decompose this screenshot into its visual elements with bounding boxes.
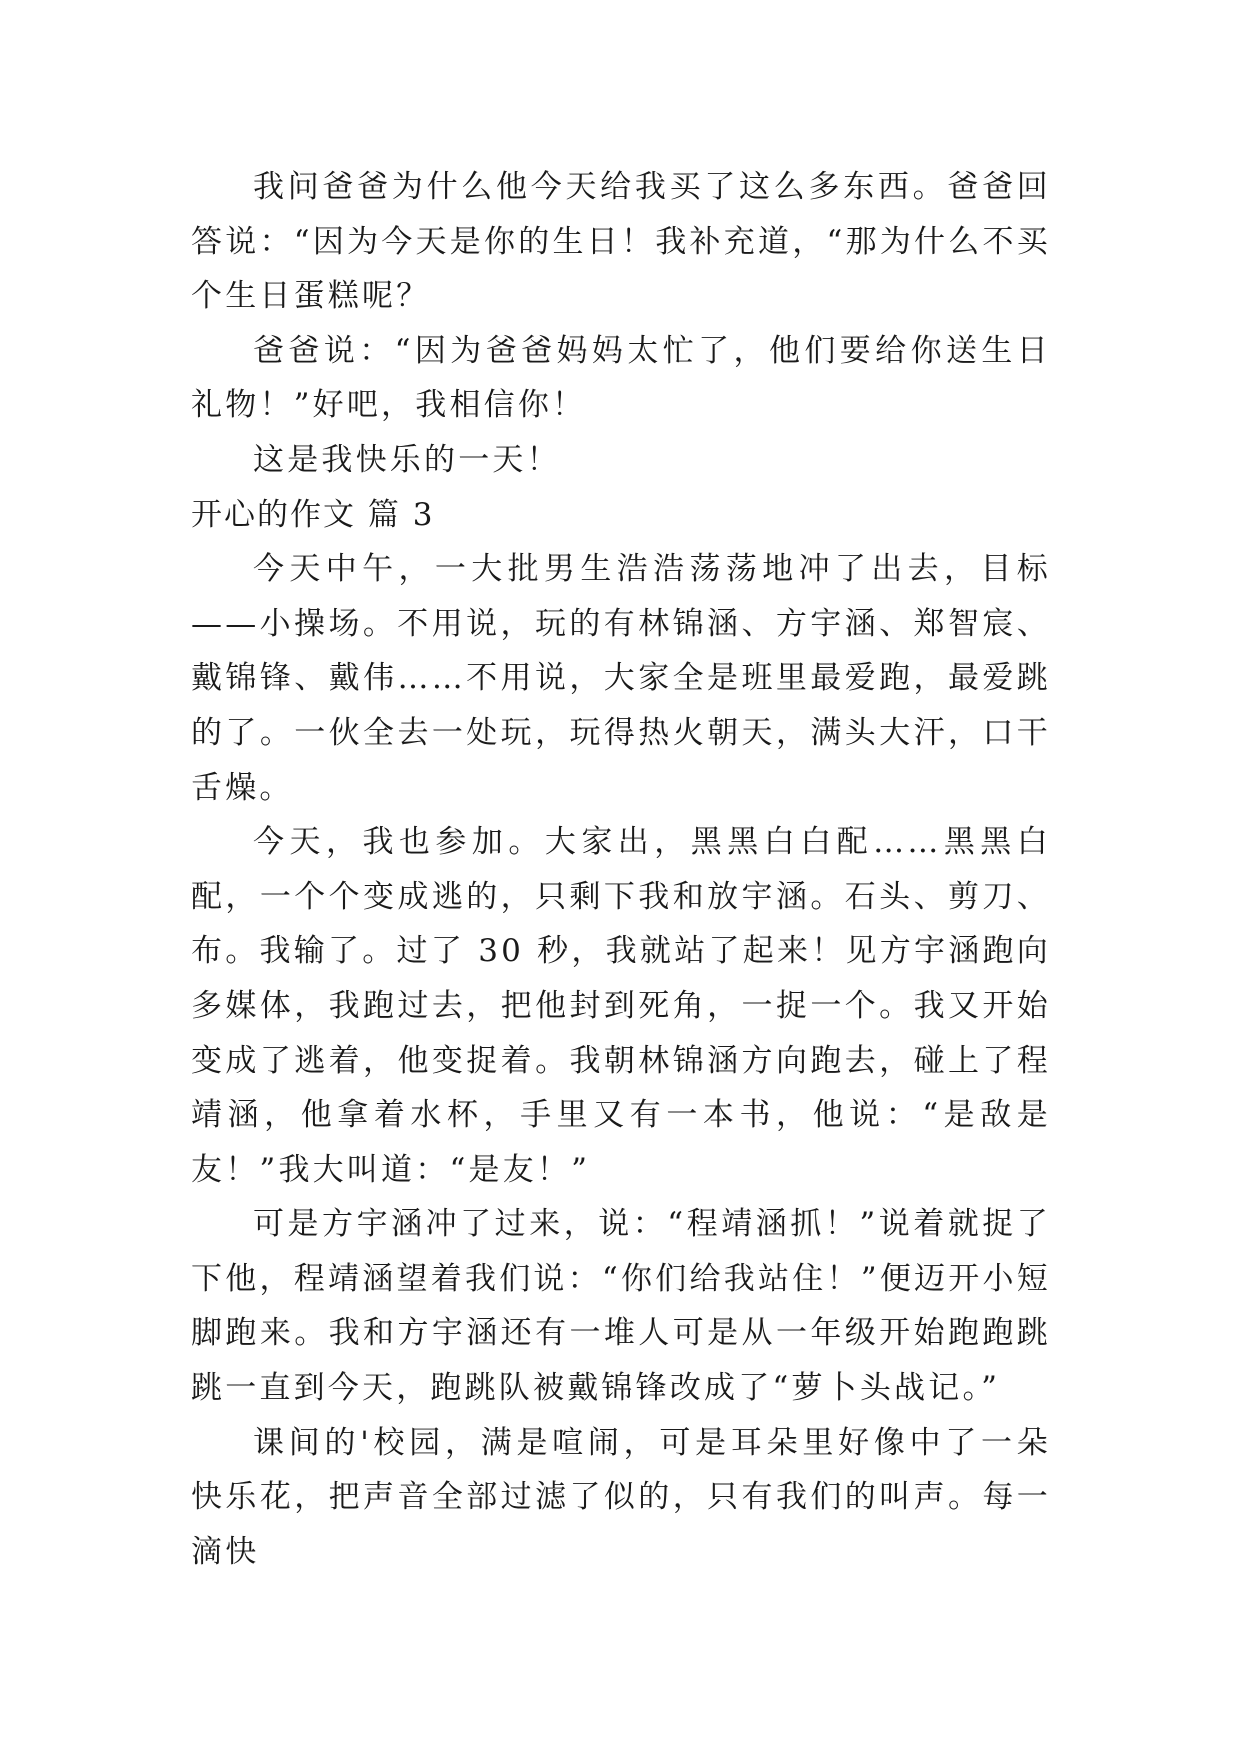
section-heading: 开心的作文 篇 3 <box>191 496 435 533</box>
paragraph: 爸爸说：“因为爸爸妈妈太忙了，他们要给你送生日礼物！”好吧，我相信你！ <box>191 332 1051 424</box>
paragraph: 可是方宇涵冲了过来，说：“程靖涵抓！”说着就捉了下他，程靖涵望着我们说：“你们给我站住！”便迈开小短脚跑来。我和方宇涵还有一堆人可是从一年级开始跑跑跳跳一直到今天，跑跳队被戴锦锋改成了“萝卜头战记。” <box>191 1206 1051 1407</box>
paragraph: 这是我快乐的一天！ <box>253 441 561 478</box>
document-body <box>191 160 1051 1579</box>
paragraph: 我问爸爸为什么他今天给我买了这么多东西。爸爸回答说：“因为今天是你的生日！我补充道，“那为什么不买个生日蛋糕呢？ <box>191 169 1051 315</box>
paragraph: 今天中午，一大批男生浩浩荡荡地冲了出去，目标——小操场。不用说，玩的有林锦涵、方宇涵、郑智宸、戴锦锋、戴伟……不用说，大家全是班里最爱跑，最爱跳的了。一伙全去一处玩，玩得热火朝天，满头大汗，口干舌燥。 <box>191 551 1051 806</box>
paragraph: 课间的'校园，满是喧闹，可是耳朵里好像中了一朵快乐花，把声音全部过滤了似的，只有我们的叫声。每一滴快 <box>191 1424 1051 1570</box>
paragraph: 今天，我也参加。大家出，黑黑白白配……黑黑白配，一个个变成逃的，只剩下我和放宇涵。石头、剪刀、布。我输了。过了 30 秒，我就站了起来！见方宇涵跑向多媒体，我跑过去，把他封到死角，一捉一个。我又开始变成了逃着，他变捉着。我朝林锦涵方向跑去，碰上了程靖涵，他拿着水杯，手里又有一本书，他说：“是敌是友！”我大叫道：“是友！” <box>191 824 1051 1188</box>
